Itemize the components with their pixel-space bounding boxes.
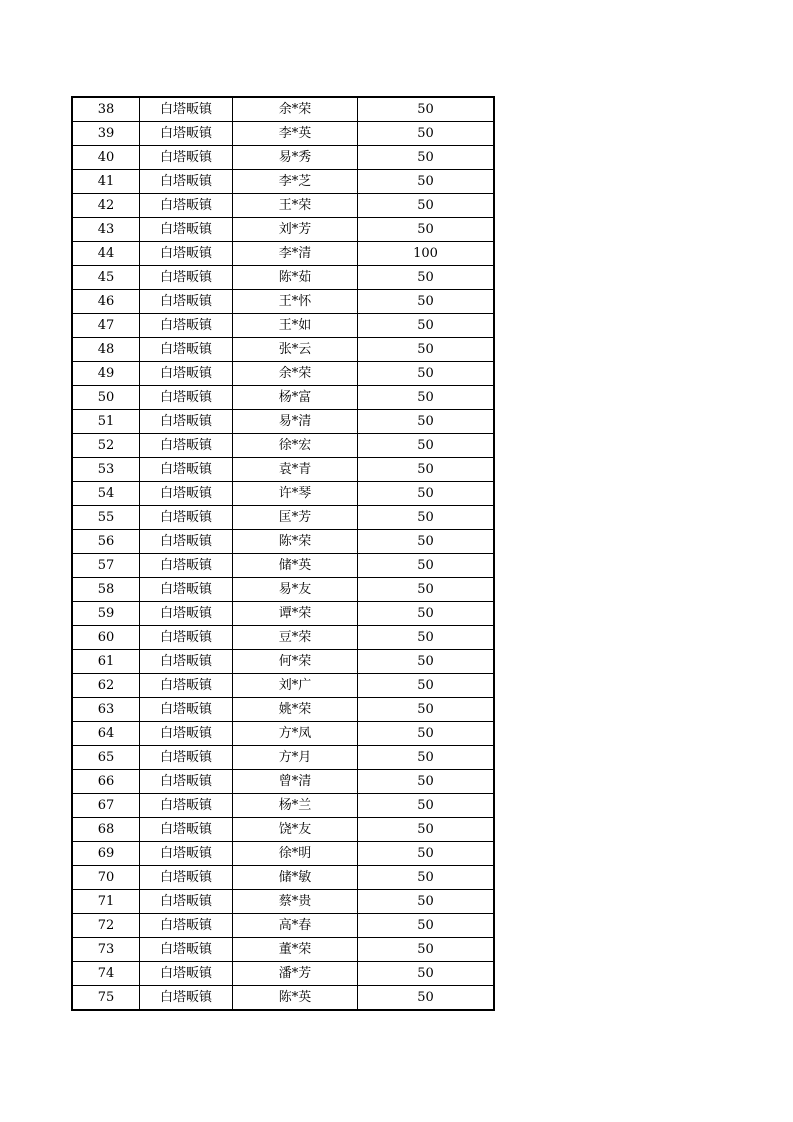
- name-cell: 李*芝: [233, 170, 358, 194]
- amount-cell: 50: [358, 938, 495, 962]
- row-number-cell: 44: [72, 242, 140, 266]
- amount-cell: 50: [358, 866, 495, 890]
- amount-cell: 50: [358, 194, 495, 218]
- amount-cell: 50: [358, 386, 495, 410]
- row-number-cell: 64: [72, 722, 140, 746]
- row-number-cell: 70: [72, 866, 140, 890]
- amount-cell: 50: [358, 554, 495, 578]
- row-number-cell: 59: [72, 602, 140, 626]
- row-number-cell: 56: [72, 530, 140, 554]
- amount-cell: 50: [358, 602, 495, 626]
- town-cell: 白塔畈镇: [140, 962, 233, 986]
- amount-cell: 50: [358, 890, 495, 914]
- town-cell: 白塔畈镇: [140, 914, 233, 938]
- table-row: [72, 434, 494, 458]
- town-cell: 白塔畈镇: [140, 842, 233, 866]
- town-cell: 白塔畈镇: [140, 578, 233, 602]
- row-number-cell: 45: [72, 266, 140, 290]
- table-row: [72, 650, 494, 674]
- row-number-cell: 38: [72, 97, 140, 122]
- town-cell: 白塔畈镇: [140, 818, 233, 842]
- row-number-cell: 57: [72, 554, 140, 578]
- amount-cell: 50: [358, 434, 495, 458]
- table-row: [72, 842, 494, 866]
- amount-cell: 50: [358, 986, 495, 1011]
- amount-cell: 50: [358, 818, 495, 842]
- name-cell: 余*荣: [233, 97, 358, 122]
- amount-cell: 50: [358, 314, 495, 338]
- town-cell: 白塔畈镇: [140, 434, 233, 458]
- town-cell: 白塔畈镇: [140, 122, 233, 146]
- table-row: [72, 746, 494, 770]
- name-cell: 谭*荣: [233, 602, 358, 626]
- name-cell: 许*琴: [233, 482, 358, 506]
- row-number-cell: 75: [72, 986, 140, 1011]
- name-cell: 张*云: [233, 338, 358, 362]
- name-cell: 陈*茹: [233, 266, 358, 290]
- amount-cell: 50: [358, 362, 495, 386]
- table-row: [72, 626, 494, 650]
- table-row: [72, 170, 494, 194]
- amount-cell: 50: [358, 482, 495, 506]
- name-cell: 王*荣: [233, 194, 358, 218]
- amount-cell: 50: [358, 290, 495, 314]
- amount-cell: 50: [358, 266, 495, 290]
- table-body: [72, 97, 494, 1010]
- amount-cell: 50: [358, 674, 495, 698]
- row-number-cell: 60: [72, 626, 140, 650]
- town-cell: 白塔畈镇: [140, 626, 233, 650]
- name-cell: 易*清: [233, 410, 358, 434]
- town-cell: 白塔畈镇: [140, 986, 233, 1011]
- town-cell: 白塔畈镇: [140, 506, 233, 530]
- table-row: [72, 818, 494, 842]
- name-cell: 李*清: [233, 242, 358, 266]
- table-row: [72, 410, 494, 434]
- row-number-cell: 72: [72, 914, 140, 938]
- amount-cell: 50: [358, 122, 495, 146]
- row-number-cell: 73: [72, 938, 140, 962]
- town-cell: 白塔畈镇: [140, 290, 233, 314]
- name-cell: 方*凤: [233, 722, 358, 746]
- row-number-cell: 53: [72, 458, 140, 482]
- table-row: [72, 866, 494, 890]
- town-cell: 白塔畈镇: [140, 746, 233, 770]
- amount-cell: 50: [358, 698, 495, 722]
- table-row: [72, 314, 494, 338]
- row-number-cell: 63: [72, 698, 140, 722]
- table-row: [72, 722, 494, 746]
- row-number-cell: 62: [72, 674, 140, 698]
- subsidy-list-table: [71, 96, 495, 1011]
- row-number-cell: 52: [72, 434, 140, 458]
- name-cell: 何*荣: [233, 650, 358, 674]
- row-number-cell: 69: [72, 842, 140, 866]
- town-cell: 白塔畈镇: [140, 794, 233, 818]
- table-row: [72, 938, 494, 962]
- town-cell: 白塔畈镇: [140, 170, 233, 194]
- town-cell: 白塔畈镇: [140, 242, 233, 266]
- row-number-cell: 48: [72, 338, 140, 362]
- table-row: [72, 242, 494, 266]
- table-row: [72, 794, 494, 818]
- name-cell: 王*怀: [233, 290, 358, 314]
- name-cell: 储*英: [233, 554, 358, 578]
- town-cell: 白塔畈镇: [140, 530, 233, 554]
- town-cell: 白塔畈镇: [140, 722, 233, 746]
- name-cell: 刘*芳: [233, 218, 358, 242]
- amount-cell: 50: [358, 506, 495, 530]
- row-number-cell: 43: [72, 218, 140, 242]
- name-cell: 王*如: [233, 314, 358, 338]
- amount-cell: 50: [358, 962, 495, 986]
- table-row: [72, 386, 494, 410]
- table-row: [72, 482, 494, 506]
- name-cell: 刘*广: [233, 674, 358, 698]
- name-cell: 陈*荣: [233, 530, 358, 554]
- row-number-cell: 66: [72, 770, 140, 794]
- row-number-cell: 41: [72, 170, 140, 194]
- table-row: [72, 146, 494, 170]
- amount-cell: 50: [358, 97, 495, 122]
- row-number-cell: 67: [72, 794, 140, 818]
- table-row: [72, 458, 494, 482]
- town-cell: 白塔畈镇: [140, 938, 233, 962]
- amount-cell: 50: [358, 626, 495, 650]
- row-number-cell: 46: [72, 290, 140, 314]
- row-number-cell: 71: [72, 890, 140, 914]
- name-cell: 易*友: [233, 578, 358, 602]
- table-row: [72, 266, 494, 290]
- name-cell: 潘*芳: [233, 962, 358, 986]
- town-cell: 白塔畈镇: [140, 362, 233, 386]
- amount-cell: 50: [358, 578, 495, 602]
- table-row: [72, 602, 494, 626]
- row-number-cell: 50: [72, 386, 140, 410]
- name-cell: 陈*英: [233, 986, 358, 1011]
- table-row: [72, 674, 494, 698]
- table-row: [72, 770, 494, 794]
- town-cell: 白塔畈镇: [140, 770, 233, 794]
- amount-cell: 50: [358, 338, 495, 362]
- town-cell: 白塔畈镇: [140, 266, 233, 290]
- town-cell: 白塔畈镇: [140, 674, 233, 698]
- town-cell: 白塔畈镇: [140, 890, 233, 914]
- row-number-cell: 47: [72, 314, 140, 338]
- amount-cell: 100: [358, 242, 495, 266]
- name-cell: 李*英: [233, 122, 358, 146]
- name-cell: 储*敏: [233, 866, 358, 890]
- amount-cell: 50: [358, 410, 495, 434]
- row-number-cell: 74: [72, 962, 140, 986]
- amount-cell: 50: [358, 218, 495, 242]
- town-cell: 白塔畈镇: [140, 194, 233, 218]
- amount-cell: 50: [358, 842, 495, 866]
- table-row: [72, 506, 494, 530]
- amount-cell: 50: [358, 914, 495, 938]
- town-cell: 白塔畈镇: [140, 410, 233, 434]
- subsidy-list-table-container: [71, 96, 495, 1011]
- amount-cell: 50: [358, 650, 495, 674]
- row-number-cell: 68: [72, 818, 140, 842]
- town-cell: 白塔畈镇: [140, 866, 233, 890]
- table-row: [72, 122, 494, 146]
- amount-cell: 50: [358, 794, 495, 818]
- amount-cell: 50: [358, 746, 495, 770]
- town-cell: 白塔畈镇: [140, 554, 233, 578]
- name-cell: 曾*清: [233, 770, 358, 794]
- amount-cell: 50: [358, 458, 495, 482]
- name-cell: 袁*青: [233, 458, 358, 482]
- name-cell: 蔡*贵: [233, 890, 358, 914]
- row-number-cell: 58: [72, 578, 140, 602]
- row-number-cell: 39: [72, 122, 140, 146]
- name-cell: 高*春: [233, 914, 358, 938]
- town-cell: 白塔畈镇: [140, 338, 233, 362]
- table-row: [72, 290, 494, 314]
- name-cell: 杨*兰: [233, 794, 358, 818]
- amount-cell: 50: [358, 146, 495, 170]
- name-cell: 徐*明: [233, 842, 358, 866]
- name-cell: 余*荣: [233, 362, 358, 386]
- name-cell: 姚*荣: [233, 698, 358, 722]
- table-row: [72, 362, 494, 386]
- table-row: [72, 890, 494, 914]
- name-cell: 董*荣: [233, 938, 358, 962]
- row-number-cell: 54: [72, 482, 140, 506]
- table-row: [72, 986, 494, 1011]
- name-cell: 易*秀: [233, 146, 358, 170]
- table-row: [72, 338, 494, 362]
- town-cell: 白塔畈镇: [140, 218, 233, 242]
- town-cell: 白塔畈镇: [140, 458, 233, 482]
- row-number-cell: 51: [72, 410, 140, 434]
- table-row: [72, 578, 494, 602]
- name-cell: 豆*荣: [233, 626, 358, 650]
- town-cell: 白塔畈镇: [140, 146, 233, 170]
- town-cell: 白塔畈镇: [140, 97, 233, 122]
- row-number-cell: 49: [72, 362, 140, 386]
- row-number-cell: 55: [72, 506, 140, 530]
- name-cell: 饶*友: [233, 818, 358, 842]
- name-cell: 徐*宏: [233, 434, 358, 458]
- row-number-cell: 65: [72, 746, 140, 770]
- amount-cell: 50: [358, 722, 495, 746]
- town-cell: 白塔畈镇: [140, 386, 233, 410]
- row-number-cell: 61: [72, 650, 140, 674]
- name-cell: 匡*芳: [233, 506, 358, 530]
- town-cell: 白塔畈镇: [140, 650, 233, 674]
- table-row: [72, 218, 494, 242]
- name-cell: 杨*富: [233, 386, 358, 410]
- name-cell: 方*月: [233, 746, 358, 770]
- table-row: [72, 962, 494, 986]
- town-cell: 白塔畈镇: [140, 314, 233, 338]
- town-cell: 白塔畈镇: [140, 602, 233, 626]
- row-number-cell: 42: [72, 194, 140, 218]
- table-row: [72, 698, 494, 722]
- amount-cell: 50: [358, 170, 495, 194]
- amount-cell: 50: [358, 530, 495, 554]
- table-row: [72, 554, 494, 578]
- town-cell: 白塔畈镇: [140, 482, 233, 506]
- amount-cell: 50: [358, 770, 495, 794]
- table-row: [72, 530, 494, 554]
- table-row: [72, 97, 494, 122]
- row-number-cell: 40: [72, 146, 140, 170]
- town-cell: 白塔畈镇: [140, 698, 233, 722]
- table-row: [72, 194, 494, 218]
- table-row: [72, 914, 494, 938]
